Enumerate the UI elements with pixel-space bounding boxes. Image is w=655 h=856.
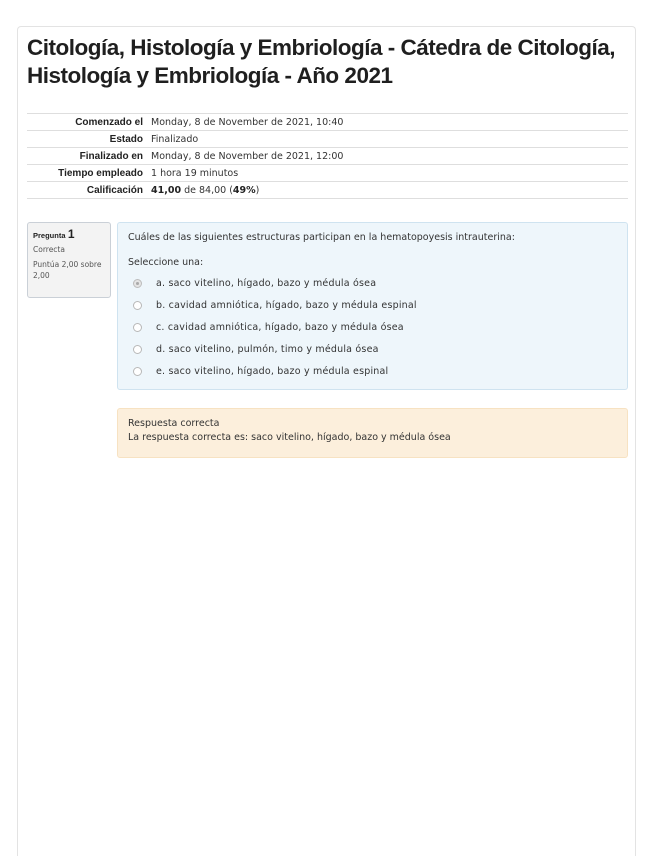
answer-prompt: Seleccione una: (128, 257, 204, 268)
summary-value: 1 hora 19 minutos (147, 165, 628, 182)
answer-option-label: a. saco vitelino, hígado, bazo y médula ósea (156, 277, 377, 289)
feedback-box (117, 408, 628, 458)
summary-row (27, 131, 628, 148)
feedback-right-answer: La respuesta correcta es: saco vitelino, hígado, bazo y médula ósea (128, 432, 451, 443)
radio-selected-icon[interactable] (133, 279, 142, 288)
grade-of-text: de 84,00 ( (184, 184, 233, 196)
grade-value (147, 182, 628, 199)
radio-icon[interactable] (133, 301, 142, 310)
summary-value: Monday, 8 de November de 2021, 12:00 (147, 148, 628, 165)
answer-option-label: e. saco vitelino, hígado, bazo y médula espinal (156, 365, 389, 377)
summary-label: Finalizado en (27, 148, 147, 165)
answer-option-d[interactable] (128, 338, 617, 360)
grade-score: 41,00 (151, 184, 182, 196)
grade-close: ) (255, 184, 260, 196)
radio-icon[interactable] (133, 323, 142, 332)
summary-value: Finalizado (147, 131, 628, 148)
summary-label: Tiempo empleado (27, 165, 147, 182)
summary-label: Calificación (27, 182, 147, 199)
summary-row (27, 165, 628, 182)
attempt-summary-table (27, 113, 628, 199)
grade-percent: 49% (232, 184, 256, 196)
question-state: Correcta (33, 245, 65, 254)
question-grade: Puntúa 2,00 sobre 2,00 (33, 260, 102, 280)
answer-option-label: b. cavidad amniótica, hígado, bazo y médula espinal (156, 299, 417, 311)
answer-option-c[interactable] (128, 316, 617, 338)
radio-icon[interactable] (133, 367, 142, 376)
answer-option-e[interactable] (128, 360, 617, 382)
question-text: Cuáles de las siguientes estructuras participan en la hematopoyesis intrauterina: (128, 232, 515, 243)
question-number-label: Pregunta (33, 231, 66, 240)
page-title: Citología, Histología y Embriología - Cátedra de Citología, Histología y Embriología - Año 2021 (27, 35, 616, 88)
answer-option-b[interactable] (128, 294, 617, 316)
answer-options (128, 272, 617, 382)
radio-icon[interactable] (133, 345, 142, 354)
summary-label: Estado (27, 131, 147, 148)
summary-row (27, 114, 628, 131)
question-number-value: 1 (67, 227, 75, 241)
question-formulation (117, 222, 628, 390)
question-number (33, 229, 105, 241)
summary-label: Comenzado el (27, 114, 147, 131)
answer-option-label: c. cavidad amniótica, hígado, bazo y médula ósea (156, 321, 404, 333)
summary-row (27, 148, 628, 165)
feedback-result: Respuesta correcta (128, 418, 220, 429)
summary-value: Monday, 8 de November de 2021, 10:40 (147, 114, 628, 131)
answer-option-a[interactable] (128, 272, 617, 294)
answer-option-label: d. saco vitelino, pulmón, timo y médula ósea (156, 343, 379, 355)
question-info (27, 222, 111, 298)
summary-row (27, 182, 628, 199)
